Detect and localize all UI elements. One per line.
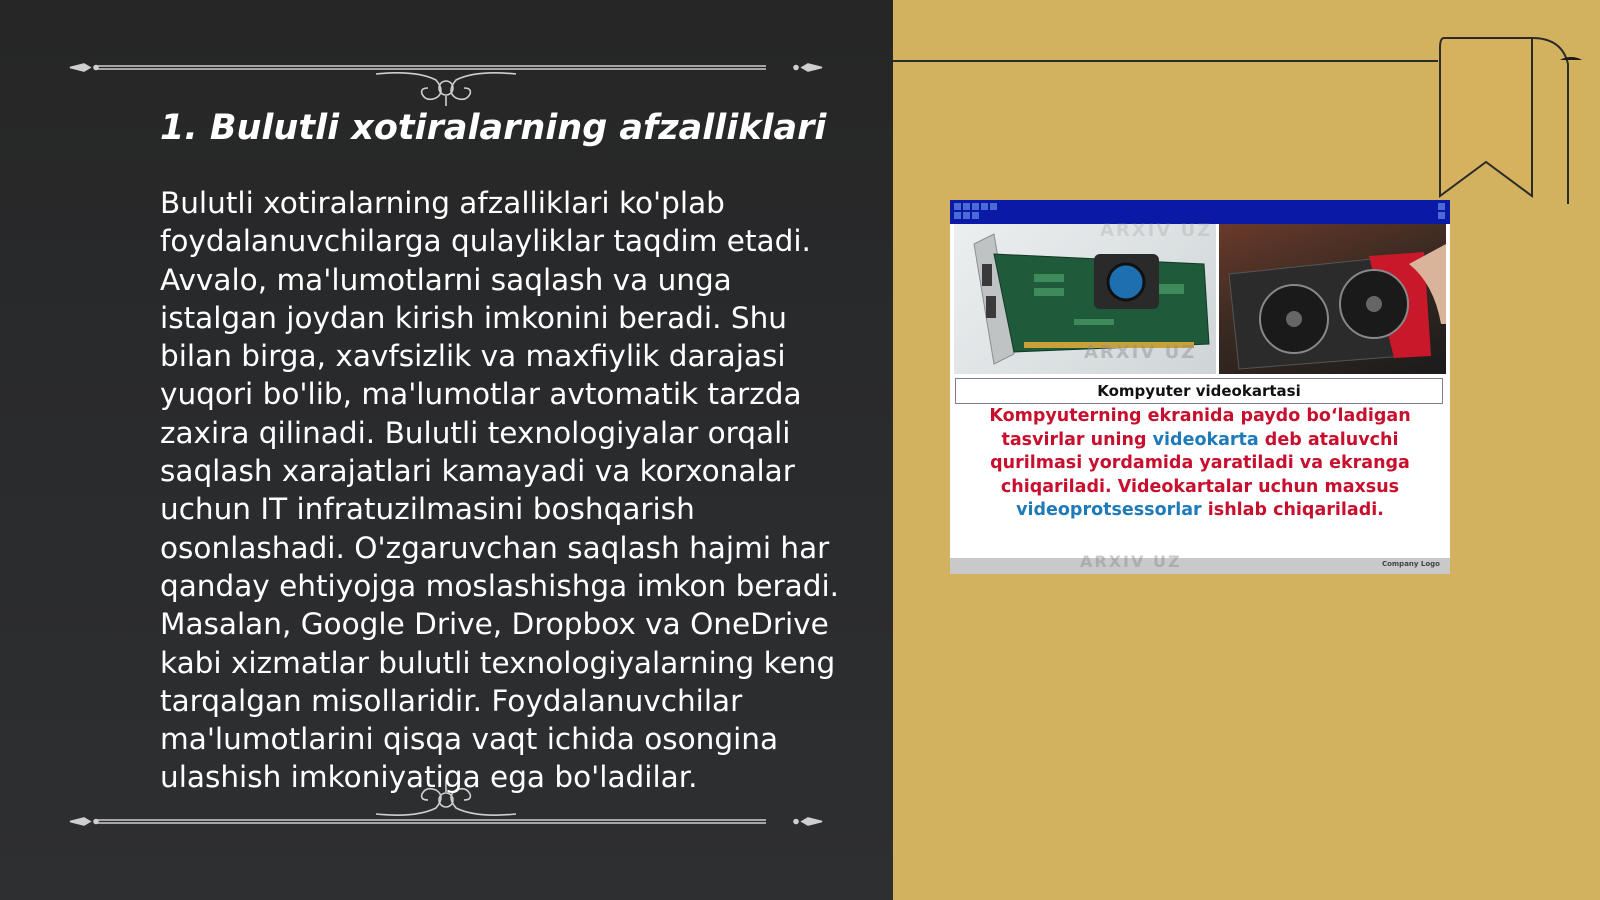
watermark-text: ARXIV UZ: [1084, 342, 1197, 363]
watermark-text-bottom: ARXIV UZ: [1080, 552, 1182, 571]
slide-title: 1. Bulutli xotiralarning afzalliklari: [160, 108, 827, 148]
bookmark-ribbon-icon: [1432, 34, 1592, 204]
watermark-text-top: ARXIV UZ: [1100, 220, 1213, 241]
graphics-card-photo-red: [1219, 224, 1446, 374]
infographic-caption: Kompyuter videokartasi: [955, 378, 1443, 404]
company-logo-text: Company Logo: [1381, 560, 1440, 568]
videocard-infographic: [950, 200, 1450, 574]
slide-body-text: Bulutli xotiralarning afzalliklari ko'plab foydalanuvchilarga qulayliklar taqdim etadi. Avvalo, ma'lumotlarni saqlash va unga istalgan joydan kirish imkonini beradi. Shu bilan birga, xavfsizlik va maxfiylik darajasi yuqori bo'lib, ma'lumotlar avtomatik tarzda zaxira qilinadi. Bulutli texnologiyalar orqali saqlash xarajatlari kamayadi va korxonalar uchun IT infratuzilmasini boshqarish osonlashadi. O'zgaruvchan saqlash hajmi har qanday ehtiyojga moslashishga imkon beradi. Masalan, Google Drive, Dropbox va OneDrive kabi xizmatlar bulutli texnologiyalarning keng tarqalgan misollaridir. Foydalanuvchilar ma'lumotlarini qisqa vaqt ichida osongina ulashish imkoniyatiga ega bo'ladilar.: [160, 186, 840, 795]
horizontal-rule: [893, 60, 1438, 62]
graphics-card-photo-green: [954, 224, 1216, 374]
infographic-description: Kompyuterning ekranida paydo bo‘ladigan tasvirlar uning videokarta deb ataluvchi qurilmasi yordamida yaratiladi va ekranga chiqariladi. Videokartalar uchun maxsus videoprotsessorlar ishlab chiqariladi.: [989, 406, 1411, 520]
ornament-divider-top-icon: [66, 58, 826, 106]
infographic-footer-bar: [950, 558, 1450, 574]
